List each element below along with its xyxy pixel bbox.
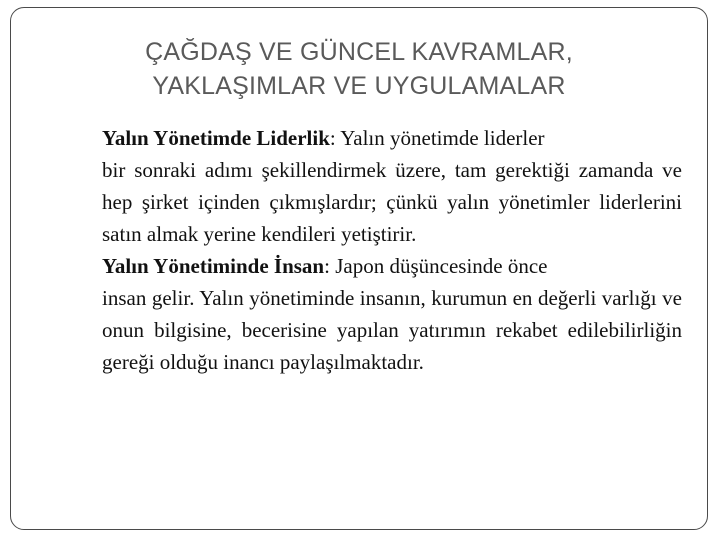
slide <box>10 7 708 530</box>
paragraph-heading <box>102 250 682 282</box>
slide-body <box>102 122 682 378</box>
lead-text: : Yalın yönetimde liderler <box>329 126 545 150</box>
paragraph-insan <box>102 250 682 378</box>
slide-title <box>11 35 707 103</box>
lead-text: : Japon düşüncesinde önce <box>324 254 548 278</box>
paragraph-liderlik <box>102 122 682 250</box>
term-liderlik: Yalın Yönetimde Liderlik <box>102 126 330 150</box>
title-line-1: ÇAĞDAŞ VE GÜNCEL KAVRAMLAR, <box>145 38 573 66</box>
paragraph-heading <box>102 122 682 154</box>
paragraph-text: insan gelir. Yalın yönetiminde insanın, kurumun en değerli varlığı ve onun bilgisine, becerisine yapılan yatırımın rekabet edilebilirliğin gereği olduğu inancı paylaşılmaktadır. <box>102 286 682 374</box>
paragraph-text: bir sonraki adımı şekillendirmek üzere, tam gerektiği zamanda ve hep şirket içinden çıkmışlardır; çünkü yalın yönetimler liderlerini satın almak yerine kendileri yetiştirir. <box>102 158 682 246</box>
term-insan: Yalın Yönetiminde İnsan <box>102 254 325 278</box>
title-line-2: YAKLAŞIMLAR VE UYGULAMALAR <box>152 72 566 100</box>
